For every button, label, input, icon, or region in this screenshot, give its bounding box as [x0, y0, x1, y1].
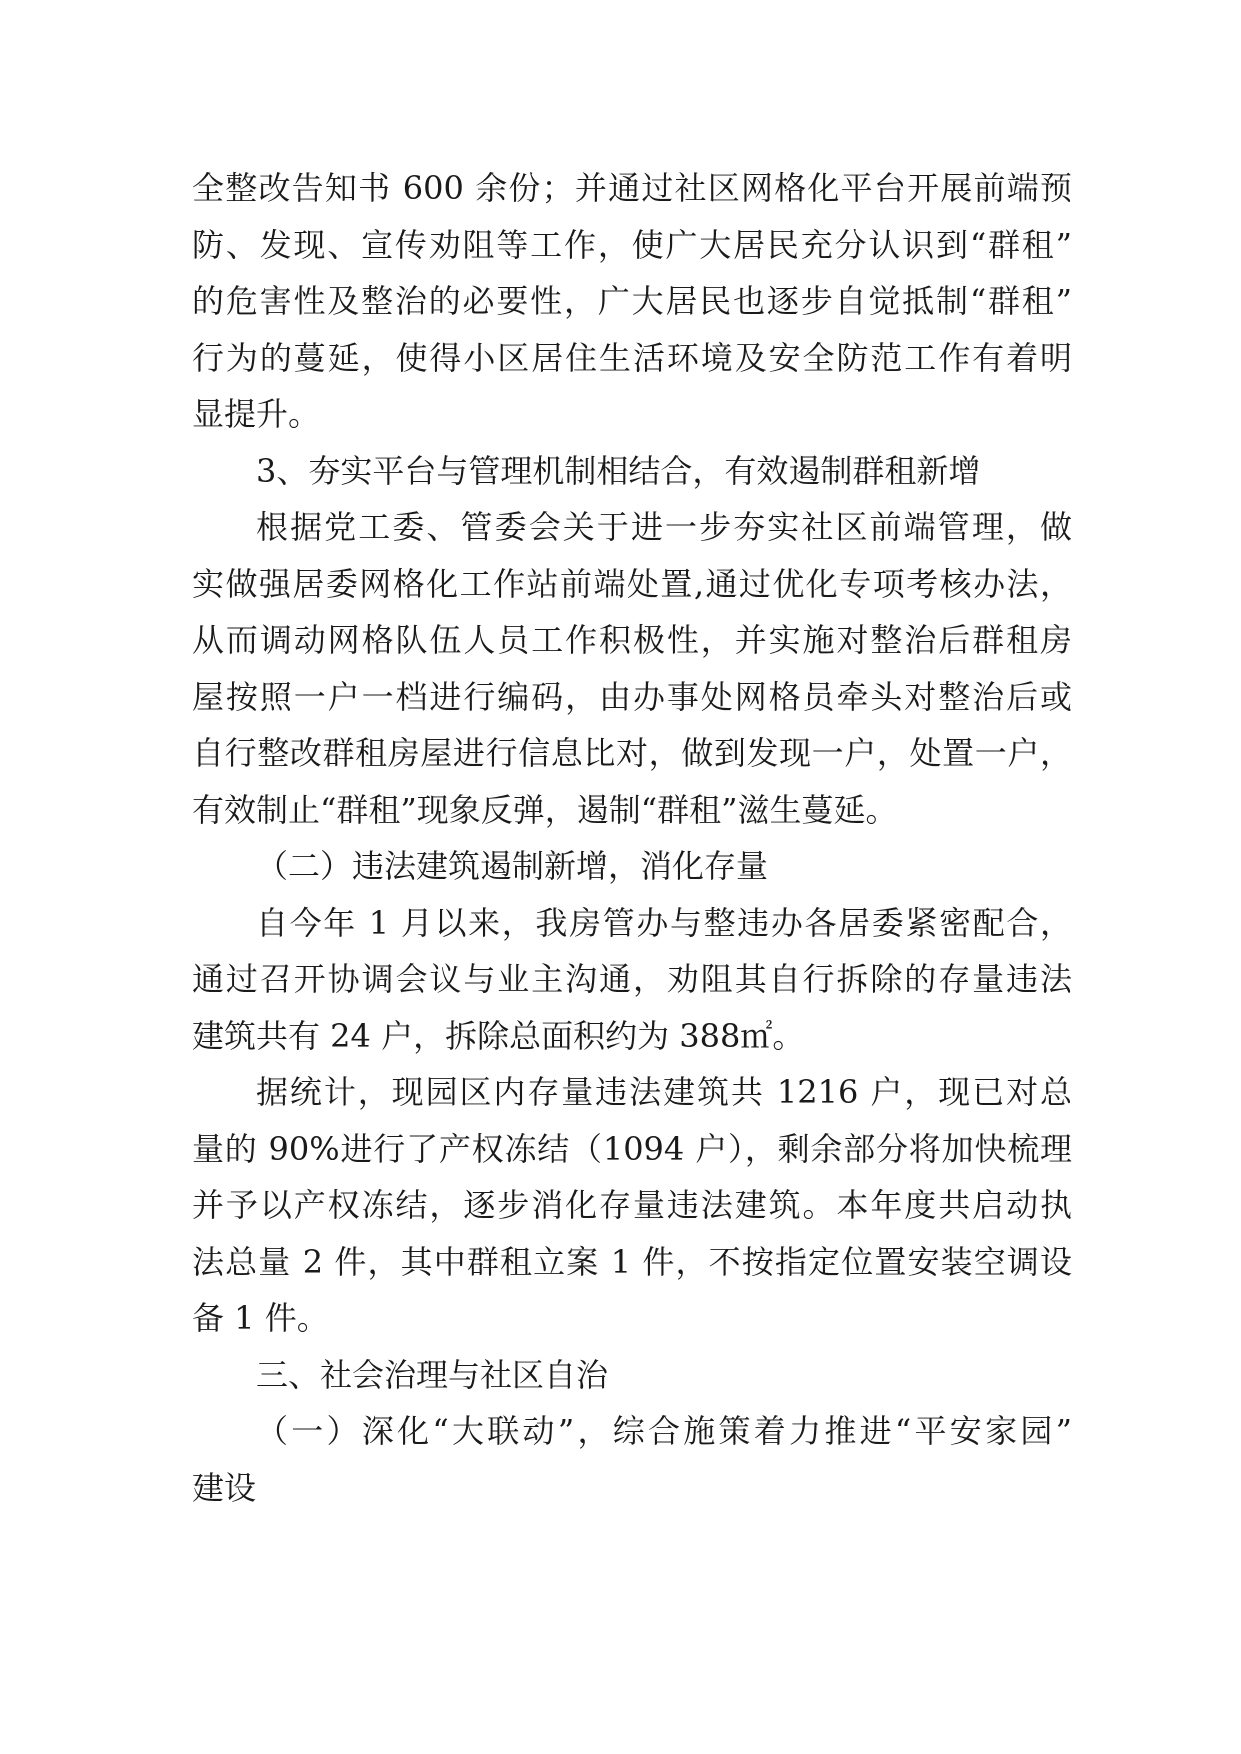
text-line: （二）违法建筑遏制新增，消化存量 [256, 847, 769, 885]
text-line: 的危害性及整治的必要性，广大居民也逐步自觉抵制“群租” [192, 282, 1072, 320]
text-line: 全整改告知书 600 余份；并通过社区网格化平台开展前端预 [192, 169, 1072, 207]
text-line: 自今年 1 月以来，我房管办与整违办各居委紧密配合， [256, 903, 1072, 942]
text-line: 自行整改群租房屋进行信息比对，做到发现一户，处置一户， [192, 734, 1072, 772]
text-line: 屋按照一户一档进行编码，由办事处网格员牵头对整治后或 [192, 677, 1072, 716]
text-line: 3、夯实平台与管理机制相结合，有效遏制群租新增 [256, 451, 981, 490]
text-line: 行为的蔓延，使得小区居住生活环境及安全防范工作有着明 [192, 338, 1072, 377]
text-line: 根据党工委、管委会关于进一步夯实社区前端管理，做 [256, 508, 1072, 546]
text-line: 据统计，现园区内存量违法建筑共 1216 户，现已对总 [256, 1073, 1072, 1111]
text-line: 三、社会治理与社区自治 [256, 1355, 609, 1394]
text-line: 显提升。 [192, 395, 321, 433]
document-body [192, 160, 1072, 1516]
text-line: （一）深化“大联动”，综合施策着力推进“平安家园” [256, 1412, 1072, 1450]
text-line: 量的 90%进行了产权冻结（1094 户），剩余部分将加快梳理 [192, 1129, 1072, 1168]
text-line: 法总量 2 件，其中群租立案 1 件，不按指定位置安装空调设 [192, 1242, 1072, 1281]
text-line: 并予以产权冻结，逐步消化存量违法建筑。本年度共启动执 [192, 1186, 1072, 1224]
text-line: 建设 [192, 1468, 257, 1507]
text-line: 通过召开协调会议与业主沟通，劝阻其自行拆除的存量违法 [192, 960, 1072, 998]
text-line: 防、发现、宣传劝阻等工作，使广大居民充分认识到“群租” [192, 225, 1072, 264]
text-line: 建筑共有 24 户，拆除总面积约为 388㎡。 [192, 1016, 805, 1055]
text-line: 有效制止“群租”现象反弹，遏制“群租”滋生蔓延。 [192, 790, 898, 829]
text-line: 从而调动网格队伍人员工作积极性，并实施对整治后群租房 [192, 621, 1072, 659]
text-line: 备 1 件。 [192, 1299, 329, 1337]
text-line: 实做强居委网格化工作站前端处置,通过优化专项考核办法， [192, 564, 1072, 603]
